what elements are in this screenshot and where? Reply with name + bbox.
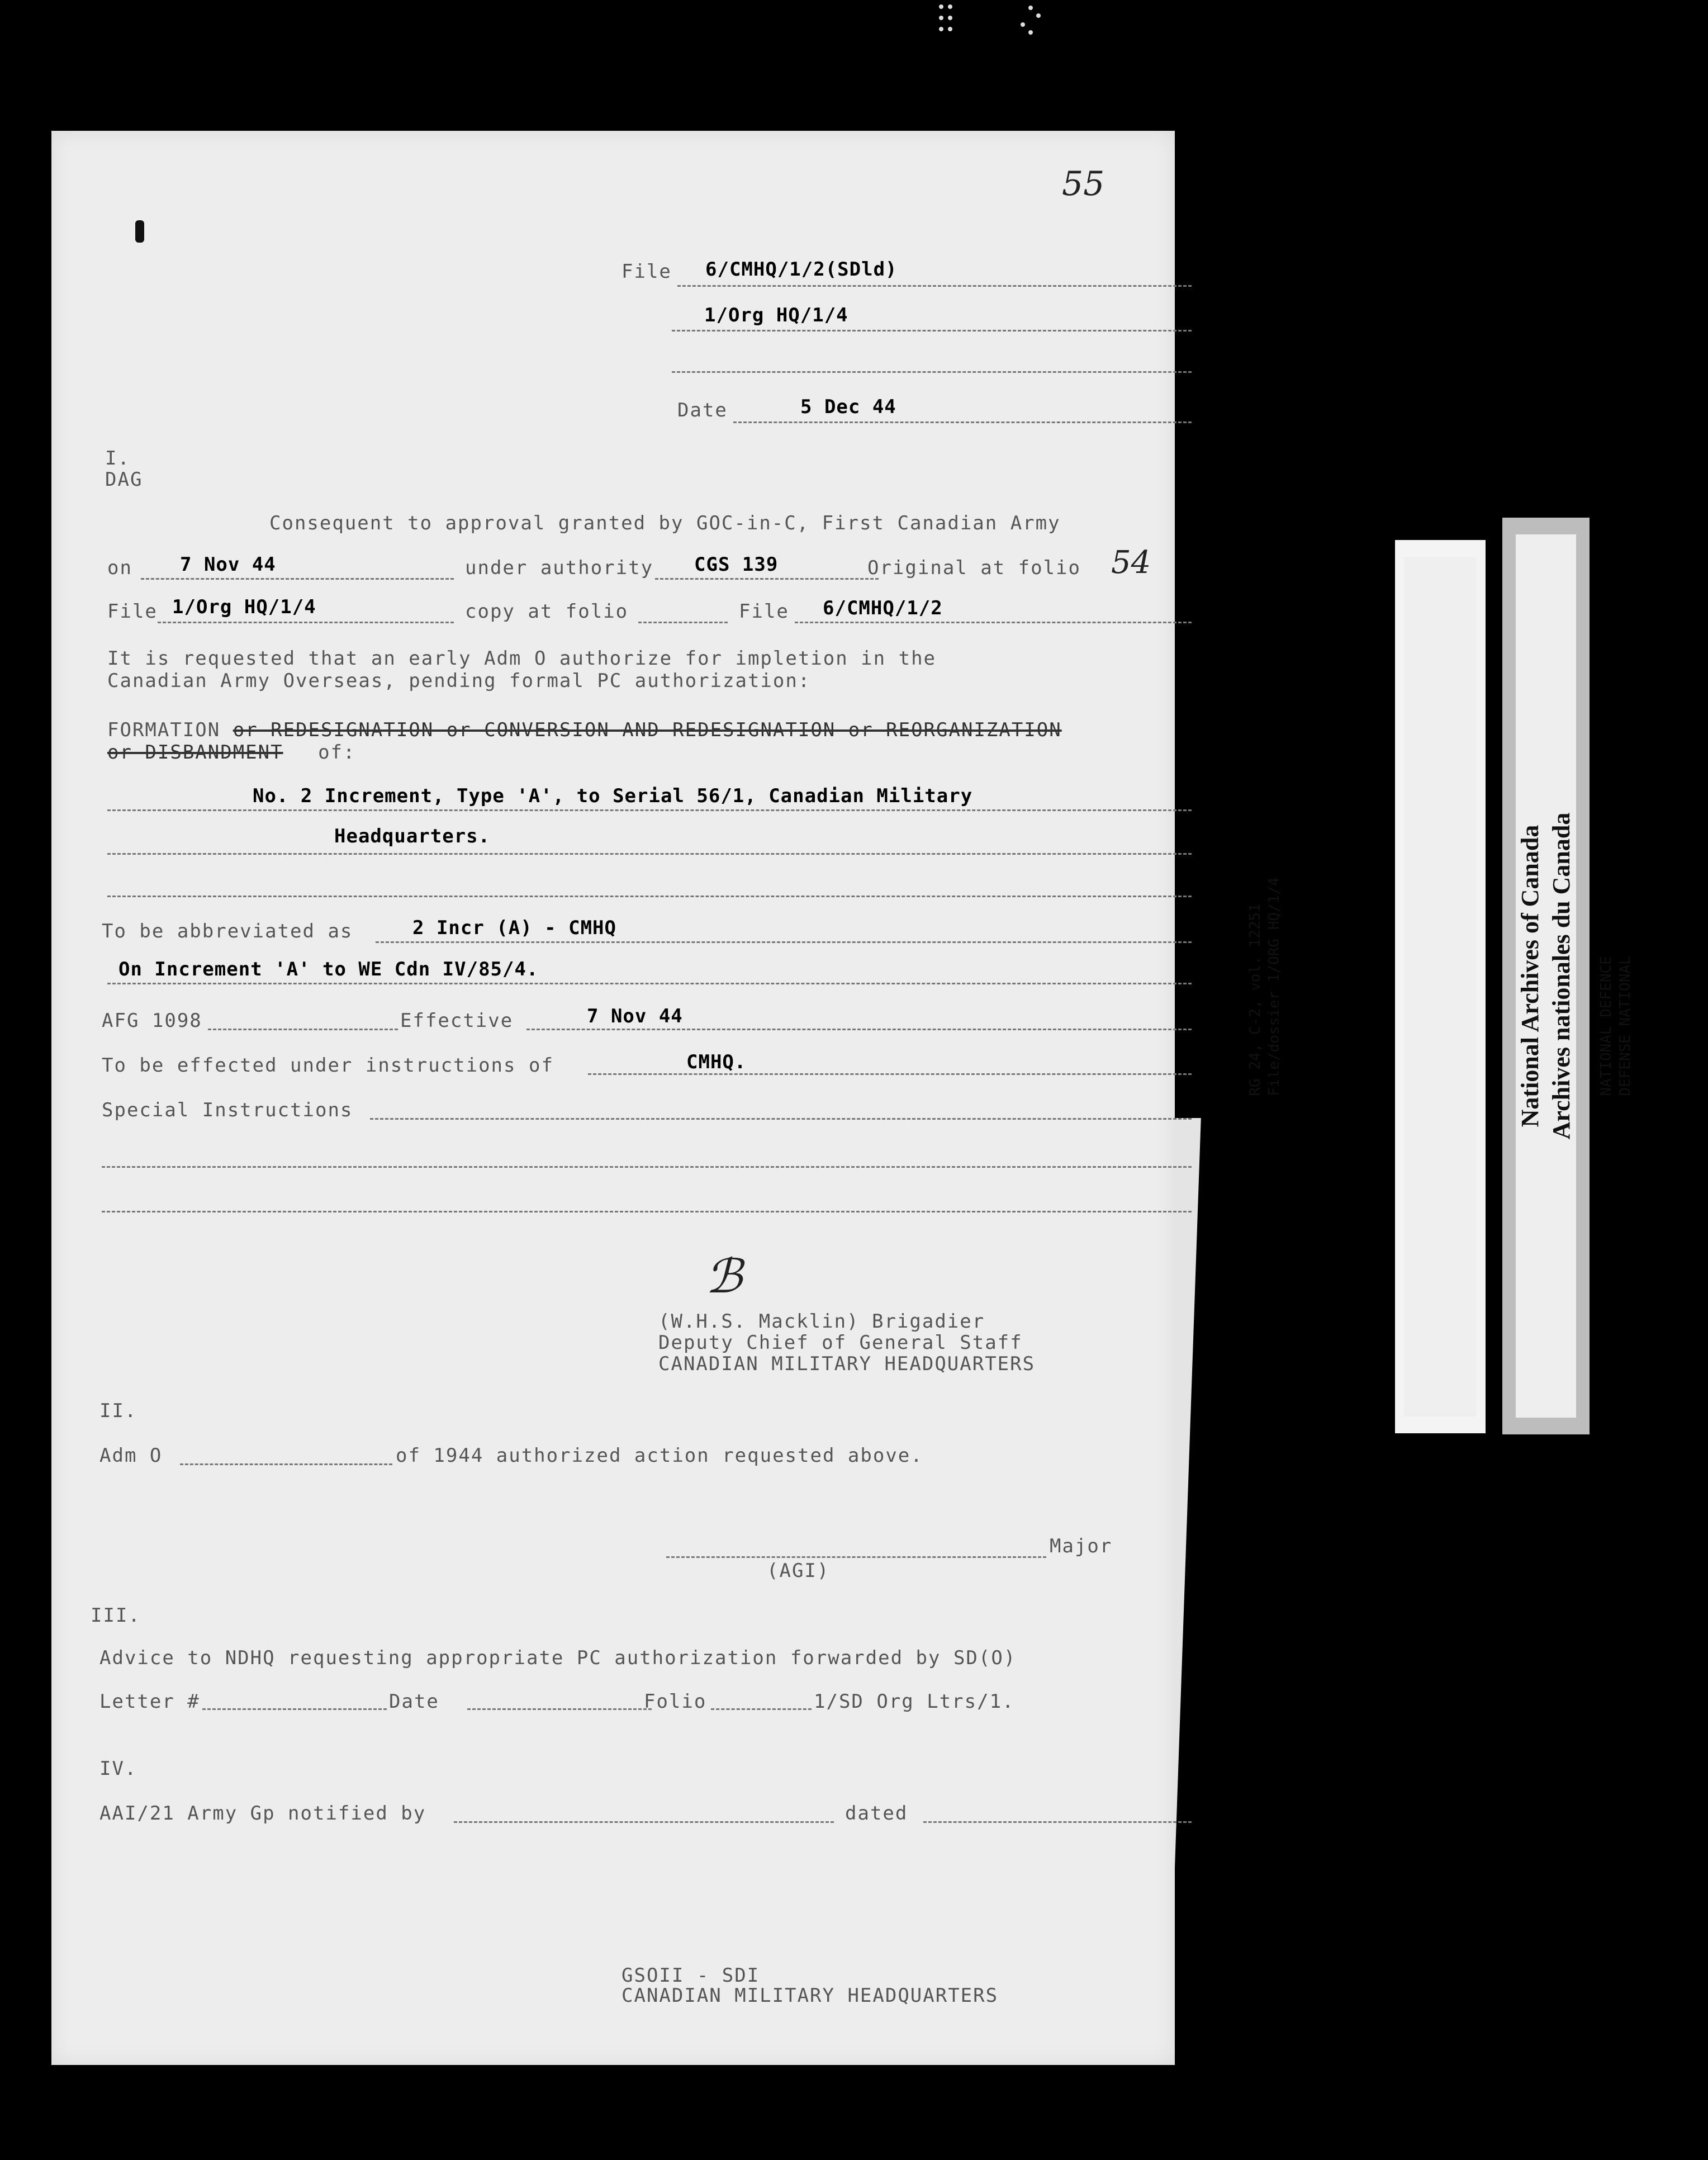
aai-underline — [454, 1821, 834, 1823]
file-underline-3 — [672, 371, 1192, 373]
folio-number: 55 — [1062, 164, 1105, 203]
letter-date-underline — [467, 1708, 652, 1710]
approval-on-underline — [141, 578, 454, 580]
archive-ref-line-1: RG 24, C-2, vol. 12251 — [1247, 903, 1264, 1096]
signature-initials: ℬ — [705, 1249, 743, 1304]
copy-file-underline — [795, 622, 1192, 623]
binder-mark — [135, 220, 144, 243]
major-rank: Major — [1050, 1535, 1113, 1557]
aai-dated-underline — [923, 1821, 1192, 1823]
signatory-org: CANADIAN MILITARY HEADQUARTERS — [658, 1353, 1036, 1375]
archive-ref-line-3: NATIONAL DEFENCE — [1598, 956, 1615, 1096]
letter-folio-underline — [711, 1708, 812, 1710]
copy-file-label: File — [739, 600, 789, 623]
special-underline-2 — [102, 1166, 1192, 1168]
section-4-number: IV. — [99, 1758, 137, 1780]
file-underline-1 — [677, 285, 1192, 287]
scan-artifact-dots — [917, 0, 1084, 39]
section-2-number: II. — [99, 1400, 137, 1422]
adm-underline — [180, 1463, 392, 1465]
advice-text: Advice to NDHQ requesting appropriate PC authorization forwarded by SD(O) — [99, 1647, 1017, 1669]
copy-file-value: 6/CMHQ/1/2 — [823, 597, 943, 619]
file-underline-2 — [672, 330, 1192, 331]
abbreviated-underline — [376, 941, 1192, 943]
aai-label: AAI/21 Army Gp notified by — [99, 1802, 426, 1825]
original-folio-value: 54 — [1111, 544, 1151, 581]
adm-label: Adm O — [99, 1444, 163, 1467]
archive-stamp-line-1: National Archives of Canada — [1516, 825, 1544, 1128]
archive-stamp-line-2: Archives nationales du Canada — [1548, 812, 1575, 1140]
copy-folio-label: copy at folio — [465, 600, 629, 623]
aai-dated-label: dated — [845, 1802, 908, 1825]
file-value-2: 1/Org HQ/1/4 — [704, 304, 848, 326]
archive-ref-line-4: DEFENSE NATIONAL — [1617, 956, 1634, 1096]
letter-underline — [202, 1708, 387, 1710]
letter-label: Letter # — [99, 1690, 200, 1713]
request-line-1: It is requested that an early Adm O authorize for impletion in the — [107, 647, 937, 670]
approval-on-value: 7 Nov 44 — [180, 553, 276, 576]
archive-stamp-label — [1502, 518, 1590, 1434]
adm-text: of 1944 authorized action requested above. — [396, 1444, 923, 1467]
major-signature-underline — [666, 1556, 1046, 1558]
special-underline-1 — [370, 1118, 1192, 1120]
unit-line-1: No. 2 Increment, Type 'A', to Serial 56/1, Canadian Military — [253, 785, 973, 807]
consequent-text: Consequent to approval granted by GOC-in-C, First Canadian Army — [269, 512, 1061, 534]
special-underline-3 — [102, 1211, 1192, 1212]
afg-underline — [208, 1029, 398, 1030]
afg-label: AFG 1098 — [102, 1010, 202, 1032]
formation-struck-disbandment: or DISBANDMENT — [107, 741, 283, 764]
unit-underline-2 — [107, 853, 1192, 855]
footer-line-2: CANADIAN MILITARY HEADQUARTERS — [621, 1984, 999, 2007]
signatory-name: (W.H.S. Macklin) Brigadier — [658, 1310, 985, 1333]
letter-date-label: Date — [389, 1690, 439, 1713]
archive-stamp-text — [1515, 813, 1577, 1140]
section-1-number: I. — [105, 447, 130, 470]
formation-struck-options: or REDESIGNATION or CONVERSION AND REDESIGNATION or REORGANIZATION — [233, 719, 1062, 741]
unit-underline-3 — [107, 896, 1192, 897]
request-line-2: Canadian Army Overseas, pending formal PC authorization: — [107, 670, 811, 692]
abbreviated-value: 2 Incr (A) - CMHQ — [412, 917, 616, 939]
section-3-number: III. — [91, 1604, 141, 1627]
effective-underline — [526, 1029, 1192, 1030]
agi-role: (AGI) — [767, 1560, 830, 1582]
unit-underline-1 — [107, 809, 1192, 811]
date-label: Date — [677, 399, 728, 421]
date-value: 5 Dec 44 — [800, 396, 896, 418]
increment-underline — [107, 983, 1192, 984]
file-ref-label: File — [107, 600, 158, 623]
formation-of: of: — [318, 741, 356, 764]
approval-on-label: on — [107, 557, 132, 579]
document-page — [51, 131, 1175, 2065]
formation-label — [107, 719, 1062, 741]
formation-line-2 — [107, 741, 355, 764]
copy-folio-underline — [638, 622, 728, 623]
file-ref-underline — [158, 622, 454, 623]
original-folio-label: Original at folio — [867, 557, 1081, 579]
letter-folio-label: Folio — [644, 1690, 707, 1713]
abbreviated-label: To be abbreviated as — [102, 920, 353, 942]
authority-label: under authority — [465, 557, 654, 579]
authority-value: CGS 139 — [694, 553, 779, 576]
file-ref-value: 1/Org HQ/1/4 — [172, 596, 316, 618]
date-underline — [733, 421, 1192, 423]
section-1-addressee: DAG — [105, 468, 143, 491]
file-label: File — [621, 260, 672, 283]
increment-note: On Increment 'A' to WE Cdn IV/85/4. — [118, 958, 539, 980]
letter-file-ref: 1/SD Org Ltrs/1. — [814, 1690, 1015, 1713]
effective-value: 7 Nov 44 — [587, 1005, 683, 1027]
file-value-1: 6/CMHQ/1/2(SDld) — [705, 258, 898, 281]
special-instructions-label: Special Instructions — [102, 1099, 353, 1121]
effected-label: To be effected under instructions of — [102, 1054, 554, 1077]
authority-underline — [655, 578, 879, 580]
unit-line-2: Headquarters. — [334, 825, 491, 847]
footer-line-1: GSOII - SDI — [621, 1964, 760, 1987]
signatory-title: Deputy Chief of General Staff — [658, 1332, 1023, 1354]
effected-value: CMHQ. — [686, 1051, 747, 1073]
effective-label: Effective — [400, 1010, 514, 1032]
effected-underline — [588, 1073, 1192, 1075]
archive-ref-line-2: File/dossier 1/ORG HQ/1/4 — [1266, 877, 1283, 1096]
formation-word: FORMATION — [107, 719, 221, 741]
